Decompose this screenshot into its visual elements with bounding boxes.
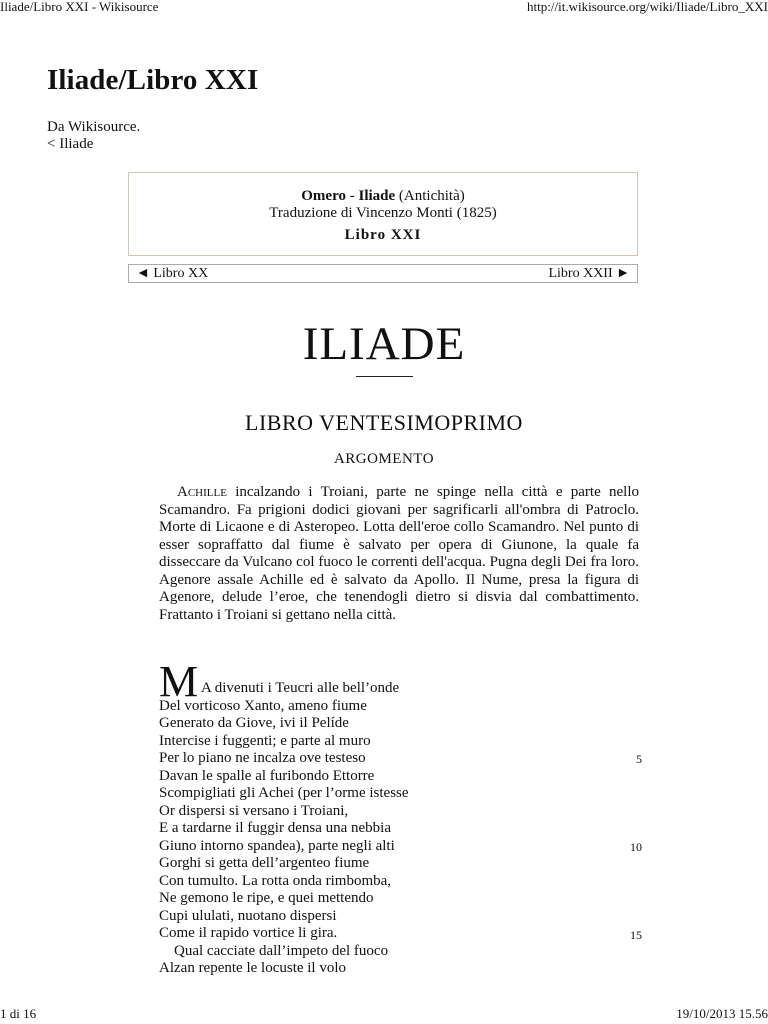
info-book: Libro XXI — [344, 227, 422, 243]
poem-line: Giuno intorno spandea), parte negli alti — [159, 837, 395, 854]
poem-line: A divenuti i Teucri alle bell’onde — [201, 680, 400, 696]
poem-line: Gorghi si getta dell’argenteo fiume — [159, 855, 370, 871]
poem-line: Generato da Giove, ivi il Pelíde — [159, 715, 349, 731]
info-translation: Traduzione di Vincenzo Monti (1825) — [269, 205, 497, 221]
poem-line: Alzan repente le locuste il volo — [159, 960, 347, 976]
poem-line: E a tardarne il fuggir densa una nebbia — [159, 820, 391, 836]
poem-line: Ne gemono le ripe, e quei mettendo — [159, 890, 374, 906]
info-work[interactable]: Iliade — [358, 188, 396, 204]
poem-line: Intercise i fuggenti; e parte al muro — [159, 732, 371, 749]
prev-book-link[interactable]: ◄ Libro XX — [136, 266, 209, 281]
line-number: 15 — [630, 928, 642, 942]
line-number: 5 — [636, 752, 642, 766]
heading-divider — [356, 376, 413, 377]
dropcap-letter: M — [159, 657, 199, 706]
work-heading: ILIADE — [302, 318, 466, 370]
print-header-url: http://it.wikisource.org/wiki/Iliade/Libro_XXI — [527, 0, 768, 14]
poem-line: Scompigliati gli Achei (per l’orme istesse — [159, 785, 409, 801]
info-author[interactable]: Omero — [301, 188, 346, 204]
page-title: Iliade/Libro XXI — [47, 64, 259, 96]
info-box — [128, 172, 638, 256]
poem-line: Or dispersi si versano i Troiani, — [159, 802, 349, 819]
source-note: Da Wikisource. — [47, 119, 141, 135]
poem-line: Cupi ululati, nuotano dispersi — [159, 907, 337, 924]
print-header-title: Iliade/Libro XXI - Wikisource — [0, 0, 159, 14]
next-book-link[interactable]: Libro XXII ► — [548, 266, 630, 281]
argument-label: ARGOMENTO — [333, 451, 435, 467]
print-footer-datetime: 19/10/2013 15.56 — [676, 1006, 768, 1021]
poem-line: Come il rapido vortice li gira. — [159, 925, 338, 941]
poem-line: Del vorticoso Xanto, ameno fiume — [159, 697, 367, 714]
print-footer-page: 1 di 16 — [0, 1006, 37, 1021]
argument-paragraph — [159, 484, 639, 624]
info-work-line — [129, 187, 637, 205]
poem-line: Con tumulto. La rotta onda rimbomba, — [159, 872, 392, 889]
argument-text: incalzando i Troiani, parte ne spinge nella città e parte nello Scamandro. Fa prigioni dodici giovani per sagrificarli all'ombra di Patroclo. Morte di Licaone e di Asteropeo. Lotta dell'eroe collo Scamandro. Nel punto di esser sopraffatto dal fiume è salvato per opera di Giunone, la quale fa disseccare da Vulcano col fuoco le correnti dell'acqua. Pugna degli Dei fra loro. Agenore assale Achille ed è salvato da Apollo. Il Nume, presa la figura di Agenore, delude l’eroe, che tenendogli dietro si disvia dal combattimento. Frattanto i Troiani si gettano nella città. — [159, 484, 639, 623]
back-link[interactable]: < Iliade — [47, 136, 94, 152]
poem-line: Qual cacciate dall’impeto del fuoco — [174, 942, 389, 959]
info-sep: - — [345, 188, 359, 204]
poem-line: Per lo piano ne incalza ove testeso — [159, 750, 366, 766]
info-period: (Antichità) — [395, 188, 465, 204]
line-number: 10 — [630, 840, 642, 854]
argument-first-word: Achille — [177, 484, 227, 500]
book-navigation — [128, 264, 638, 283]
book-heading: LIBRO VENTESIMOPRIMO — [245, 410, 523, 435]
poem-line: Davan le spalle al furibondo Ettorre — [159, 767, 375, 784]
